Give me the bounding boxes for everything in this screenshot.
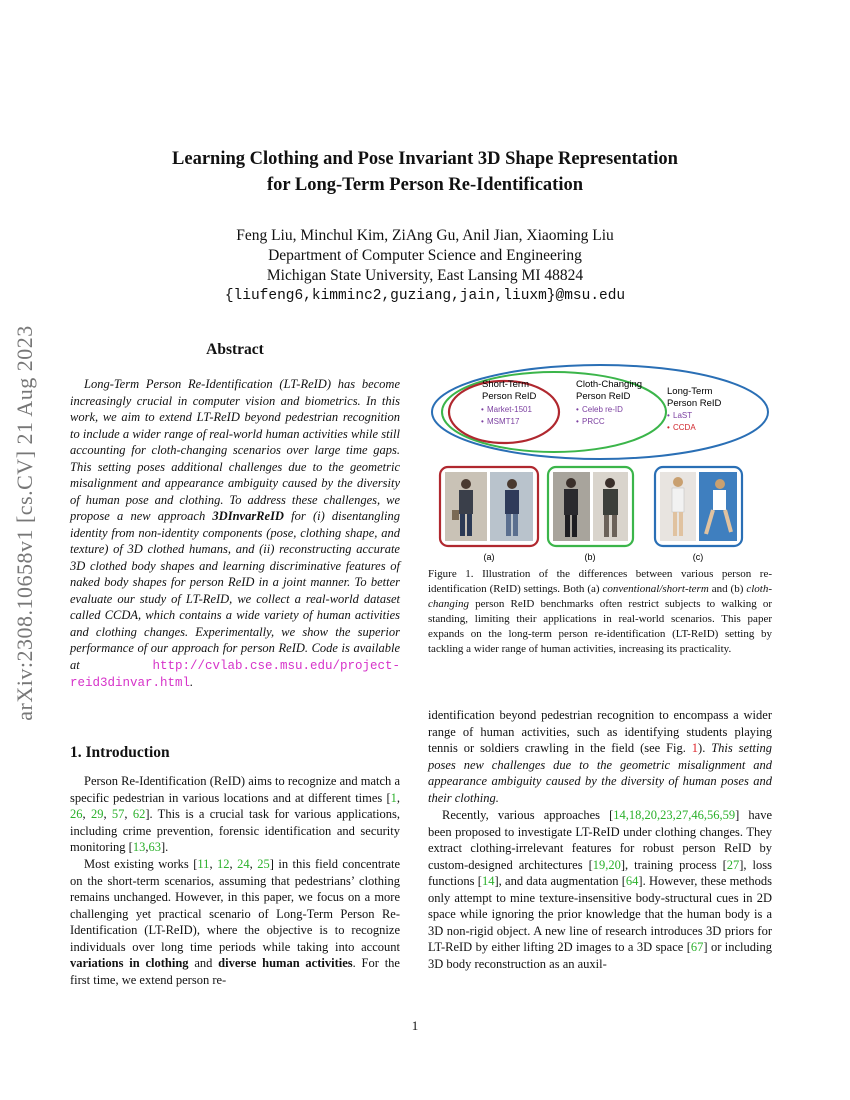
long-item: CCDA xyxy=(673,423,696,432)
person-icon xyxy=(566,478,576,488)
citation-link[interactable]: 62 xyxy=(132,807,146,821)
svg-text:•: • xyxy=(481,405,484,414)
section-heading-introduction: 1. Introduction xyxy=(70,744,170,761)
code-link[interactable]: http://cvlab.cse.msu.edu/project-reid3dinvar.html xyxy=(70,658,400,690)
right-paragraph-1: identification beyond pedestrian recognition to encompass a wider range of human activities, such as identifying students playing tennis or soldiers crawling in the field (see Fig. 1). This setting poses new challenges due to the geometric misalignment and appearance ambiguity caused by the diversity of human poses and their clothing. xyxy=(428,708,772,805)
method-name: 3DInvarReID xyxy=(212,509,284,523)
citation-link[interactable]: 1 xyxy=(390,790,397,805)
university: Michigan State University, East Lansing MI 48824 xyxy=(266,267,584,284)
person-icon xyxy=(673,477,683,487)
short-term-item: MSMT17 xyxy=(487,417,520,426)
long-title-1: Long-Term xyxy=(667,386,713,397)
svg-text:•: • xyxy=(576,417,579,426)
person-icon xyxy=(461,479,471,489)
citation-link[interactable]: 13 xyxy=(132,840,146,854)
author-block xyxy=(80,226,770,306)
figure-caption: Figure 1. Illustration of the differences between various person re-identification (ReID) settings. Both (a) conventional/short-term and (b) cloth-changing person ReID benchmarks often restrict subjects to walking or standing, limiting their applications in real-world scenarios. This paper expands on the long-term person re-identification (LT-ReID) setting by tackling a wider range of human activities, increasing its practicality. xyxy=(428,568,772,655)
cloth-item: PRCC xyxy=(582,417,605,426)
citation-link[interactable]: 29 xyxy=(90,807,104,821)
title-line-2: for Long-Term Person Re-Identification xyxy=(266,175,583,195)
cloth-title-2: Person ReID xyxy=(576,391,631,402)
person-icon xyxy=(605,478,615,488)
panel-label-a: (a) xyxy=(483,552,495,562)
figure-1 xyxy=(428,360,772,565)
citation-link[interactable]: 11 xyxy=(197,857,210,871)
abstract-heading: Abstract xyxy=(206,341,264,358)
citation-link[interactable]: 64 xyxy=(625,874,639,888)
person-icon xyxy=(507,479,517,489)
author-emails: {liufeng6,kimminc2,guziang,jain,liuxm}@msu.edu xyxy=(224,288,626,304)
intro-paragraph-1: Person Re-Identification (ReID) aims to recognize and match a specific pedestrian in various locations and at different times [1, 26, 29, 57, 62]. This is a crucial task for various applications, including crime prevention, forensic identification and security monitoring [13,63]. xyxy=(70,774,400,854)
panel-label-b: (b) xyxy=(584,552,596,562)
panel-c xyxy=(655,467,742,546)
short-term-title-1: Short-Term xyxy=(482,379,529,390)
short-term-title-2: Person ReID xyxy=(482,391,537,402)
long-title-2: Person ReID xyxy=(667,398,722,409)
svg-text:•: • xyxy=(667,411,670,420)
citation-link[interactable]: 24 xyxy=(237,857,250,871)
svg-text:•: • xyxy=(667,423,670,432)
panel-b xyxy=(548,467,633,546)
citation-link[interactable]: 27 xyxy=(726,857,740,872)
short-term-item: Market-1501 xyxy=(487,405,532,414)
title-line-1: Learning Clothing and Pose Invariant 3D Shape Representation xyxy=(172,149,678,169)
citation-link[interactable]: 19,20 xyxy=(592,857,621,872)
svg-text:•: • xyxy=(481,417,484,426)
intro-paragraph-2: Most existing works [11, 12, 24, 25] in this field concentrate on the short-term scenarios, assuming that pedestrians’ clothing remains unchanged. However, in this paper, we focus on a more challenging yet practical scenario of Long-Term Person Re-Identification (LT-ReID), where the objective is to recognize individuals over long time periods while taking into account variations in clothing and diverse human activities. For the first time, we extend person re- xyxy=(70,857,401,987)
author-names: Feng Liu, Minchul Kim, ZiAng Gu, Anil Jian, Xiaoming Liu xyxy=(236,227,614,244)
cloth-item: Celeb re-ID xyxy=(582,405,623,414)
abstract-text: Long-Term Person Re-Identification (LT-ReID) has become increasingly crucial in computer vision and biometrics. In this work, we aim to extend LT-ReID beyond pedestrian recognition to include a wider range of real-world human activities while still accounting for cloth-changing scenarios over large time gaps. This setting poses additional challenges due to the geometric misalignment and appearance ambiguity caused by the diversity of human pose and clothing. To address these challenges, we propose a new approach 3DInvarReID for (i) disentangling identity from non-identity components (pose, clothing shape, and texture) of 3D clothed humans, and (ii) reconstructing accurate 3D clothed body shapes and learning discriminative features of naked body shapes for person ReID in a joint manner. To better evaluate our study of LT-ReID, we collect a real-world dataset called CCDA, which contains a wide variety of human activities and clothing changes. Experimentally, we show the superior performance of our approach for person ReID. Code is available at http://cvlab.cse.msu.edu/project-reid3dinvar.html. xyxy=(70,377,400,690)
citation-link[interactable]: 67 xyxy=(690,940,704,954)
figure-ref-link[interactable]: 1 xyxy=(691,741,699,755)
paper-title xyxy=(80,146,770,198)
citation-link[interactable]: 12 xyxy=(217,857,230,871)
person-icon xyxy=(715,479,725,489)
citation-link[interactable]: 14 xyxy=(481,874,495,888)
svg-text:•: • xyxy=(576,405,579,414)
citation-link[interactable]: 57 xyxy=(111,807,125,821)
citation-link[interactable]: 26 xyxy=(70,807,83,821)
arxiv-sidebar-id: arXiv:2308.10658v1 [cs.CV] 21 Aug 2023 xyxy=(12,325,37,721)
panel-a xyxy=(440,467,538,546)
citation-link[interactable]: 63 xyxy=(148,840,161,854)
page-number: 1 xyxy=(411,1018,419,1033)
citation-link[interactable]: 25 xyxy=(257,857,270,871)
panel-label-c: (c) xyxy=(692,552,704,562)
citation-link[interactable]: 14,18,20,23,27,46,56,59 xyxy=(613,808,736,822)
right-paragraph-2: Recently, various approaches [14,18,20,23,27,46,56,59] have been proposed to investigate LT-ReID under clothing changes. They extract clothing-irrelevant features for robust person ReID by custom-designed architectures [19,20], training process [27], loss functions [14], and data augmentation [64]. However, these methods only attempt to mine texture-insensitive body-structural cues in 2D space while ignoring the prior knowledge that the human body is a 3D non-rigid object. A new line of research introduces 3D priors for LT-ReID by either lifting 2D images to a 3D space [67] or including 3D body reconstruction as an auxil- xyxy=(428,808,773,971)
long-item: LaST xyxy=(673,411,693,420)
department: Department of Computer Science and Engineering xyxy=(268,247,582,264)
cloth-title-1: Cloth-Changing xyxy=(576,379,643,390)
